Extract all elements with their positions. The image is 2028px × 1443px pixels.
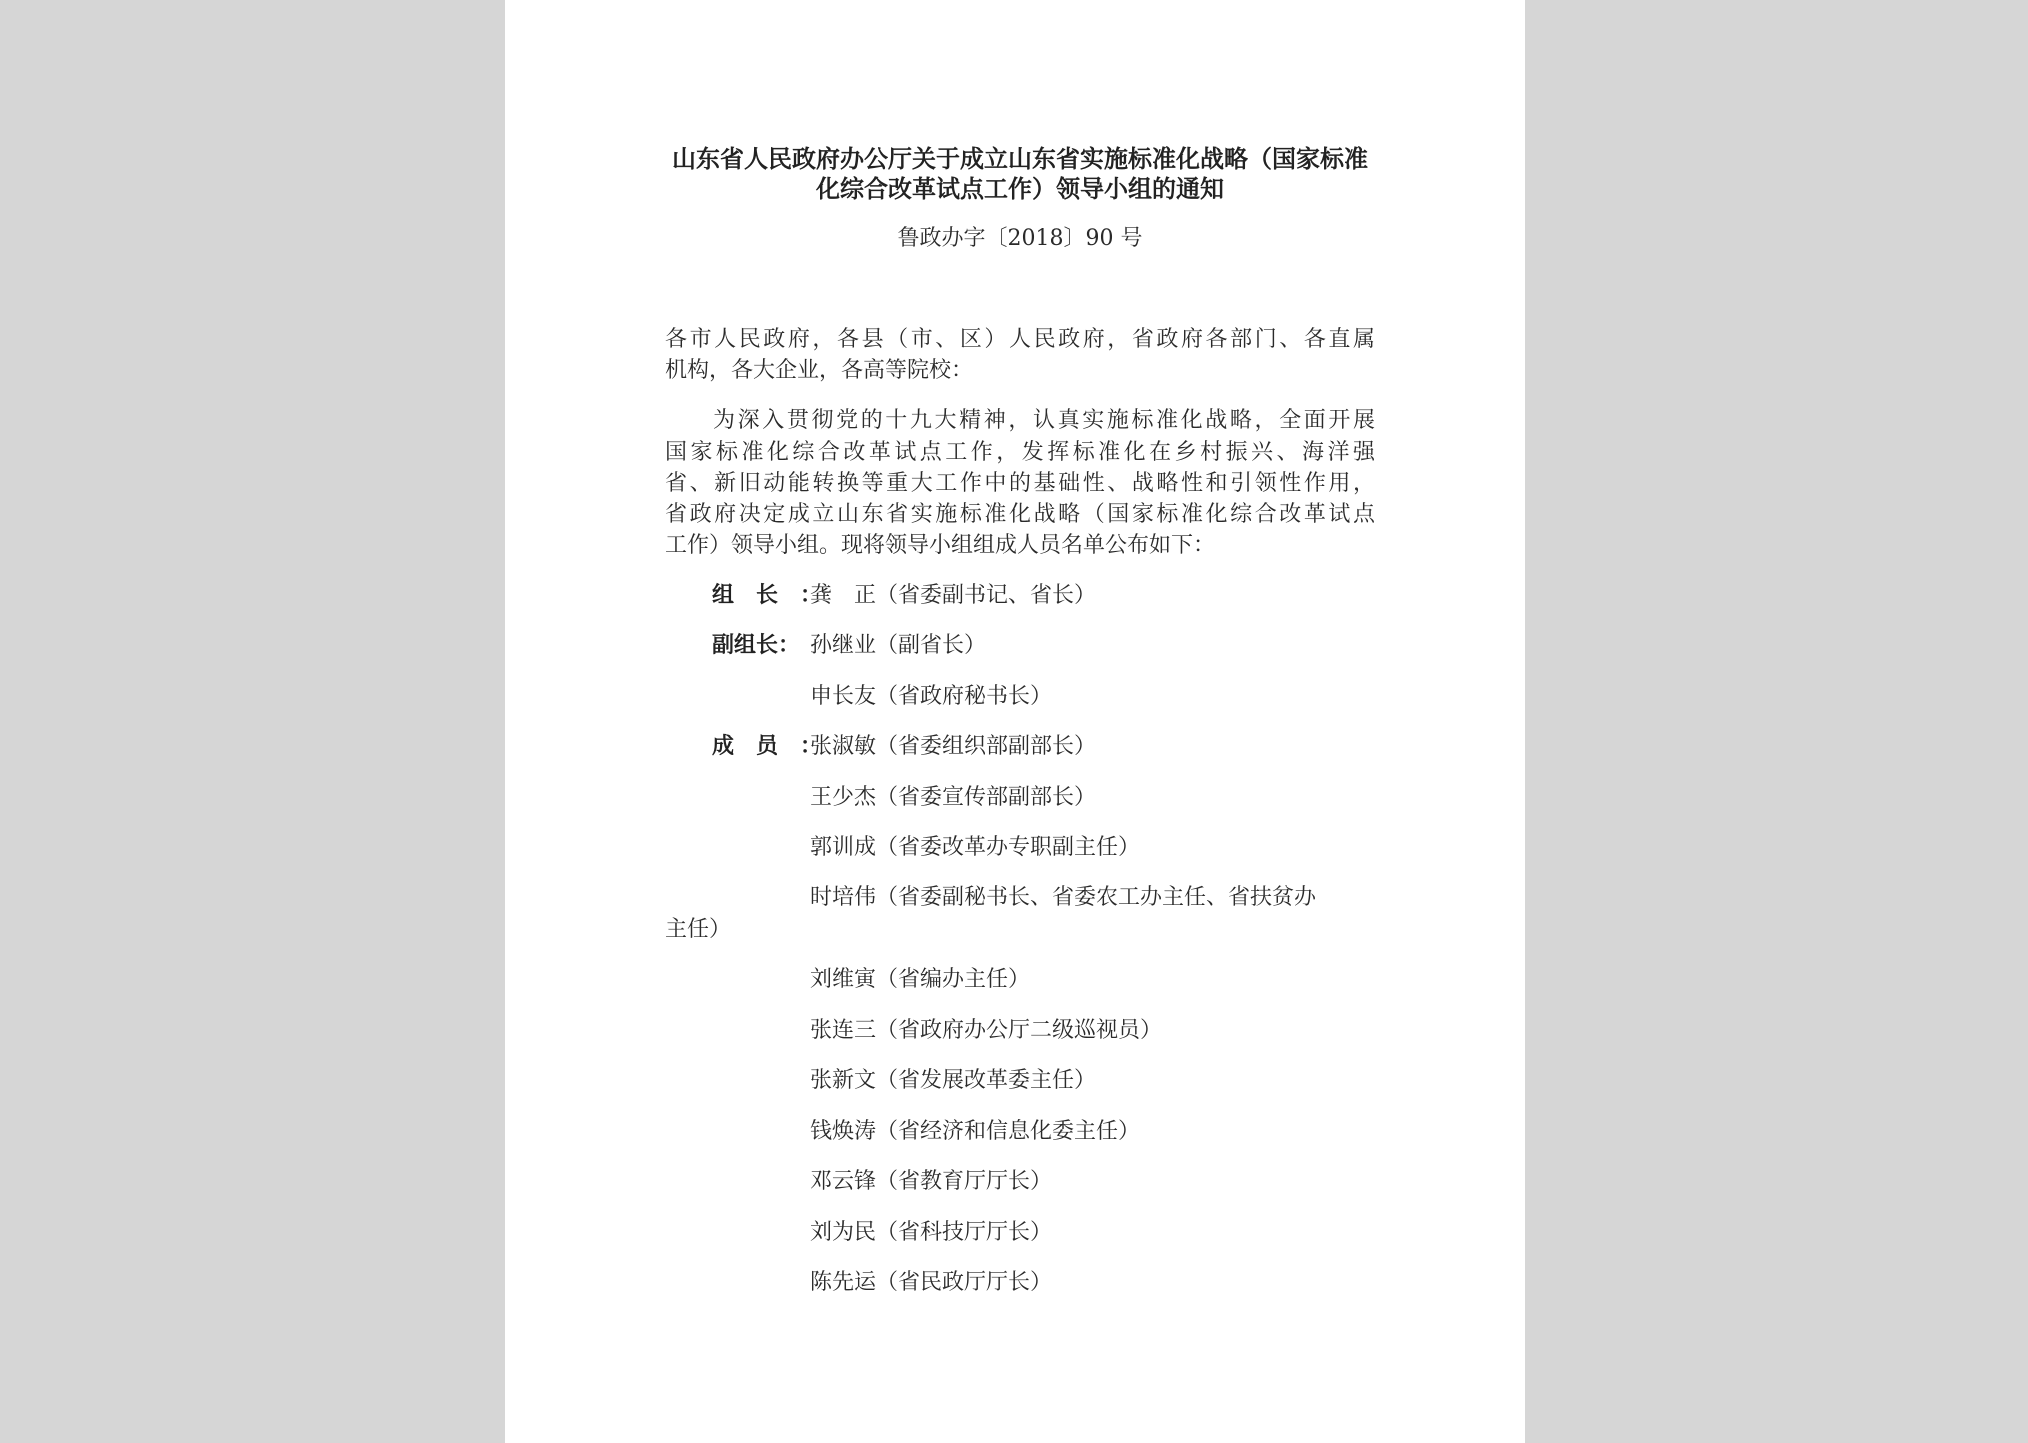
body-line-2: 国家标准化综合改革试点工作，发挥标准化在乡村振兴、海洋强 — [665, 440, 1375, 465]
document-number: 鲁政办字〔2018〕90 号 — [897, 226, 1143, 251]
member-entry: 刘为民（省科技厅厅长） — [810, 1220, 1053, 1245]
addressee-line-2: 机构，各大企业，各高等院校： — [665, 358, 974, 383]
document-title-line-1: 山东省人民政府办公厅关于成立山东省实施标准化战略（国家标准 — [672, 145, 1368, 173]
addressee-line-1: 各市人民政府，各县（市、区）人民政府，省政府各部门、各直属 — [665, 327, 1375, 352]
body-line-5: 工作）领导小组。现将领导小组组成人员名单公布如下： — [665, 533, 1216, 558]
leader-entry: 龚 正（省委副书记、省长） — [810, 583, 1097, 608]
member-entry: 邓云锋（省教育厅厅长） — [810, 1169, 1053, 1194]
deputy-entry: 孙继业（副省长） — [810, 633, 987, 658]
deputy-label: 副组长： — [712, 633, 801, 658]
member-entry: 时培伟（省委副秘书长、省委农工办主任、省扶贫办 — [810, 885, 1317, 910]
member-entry: 张淑敏（省委组织部副部长） — [810, 734, 1097, 759]
deputy-entry: 申长友（省政府秘书长） — [810, 684, 1053, 709]
member-entry: 张新文（省发展改革委主任） — [810, 1068, 1097, 1093]
member-entry: 钱焕涛（省经济和信息化委主任） — [810, 1119, 1141, 1144]
document-title-line-2: 化综合改革试点工作）领导小组的通知 — [816, 175, 1224, 203]
member-entry: 张连三（省政府办公厅二级巡视员） — [810, 1018, 1163, 1043]
body-line-3: 省、新旧动能转换等重大工作中的基础性、战略性和引领性作用， — [665, 471, 1375, 496]
member-entry: 王少杰（省委宣传部副部长） — [810, 785, 1097, 810]
member-entry: 陈先运（省民政厅厅长） — [810, 1270, 1053, 1295]
document-page — [505, 0, 1525, 1443]
member-entry: 郭训成（省委改革办专职副主任） — [810, 835, 1141, 860]
member-entry-wrap: 主任） — [665, 917, 732, 942]
member-label: 成员： — [712, 734, 845, 759]
body-line-4: 省政府决定成立山东省实施标准化战略（国家标准化综合改革试点 — [665, 502, 1375, 527]
member-entry: 刘维寅（省编办主任） — [810, 967, 1031, 992]
leader-label: 组长： — [712, 583, 845, 608]
body-line-1: 为深入贯彻党的十九大精神，认真实施标准化战略，全面开展 — [713, 408, 1375, 433]
